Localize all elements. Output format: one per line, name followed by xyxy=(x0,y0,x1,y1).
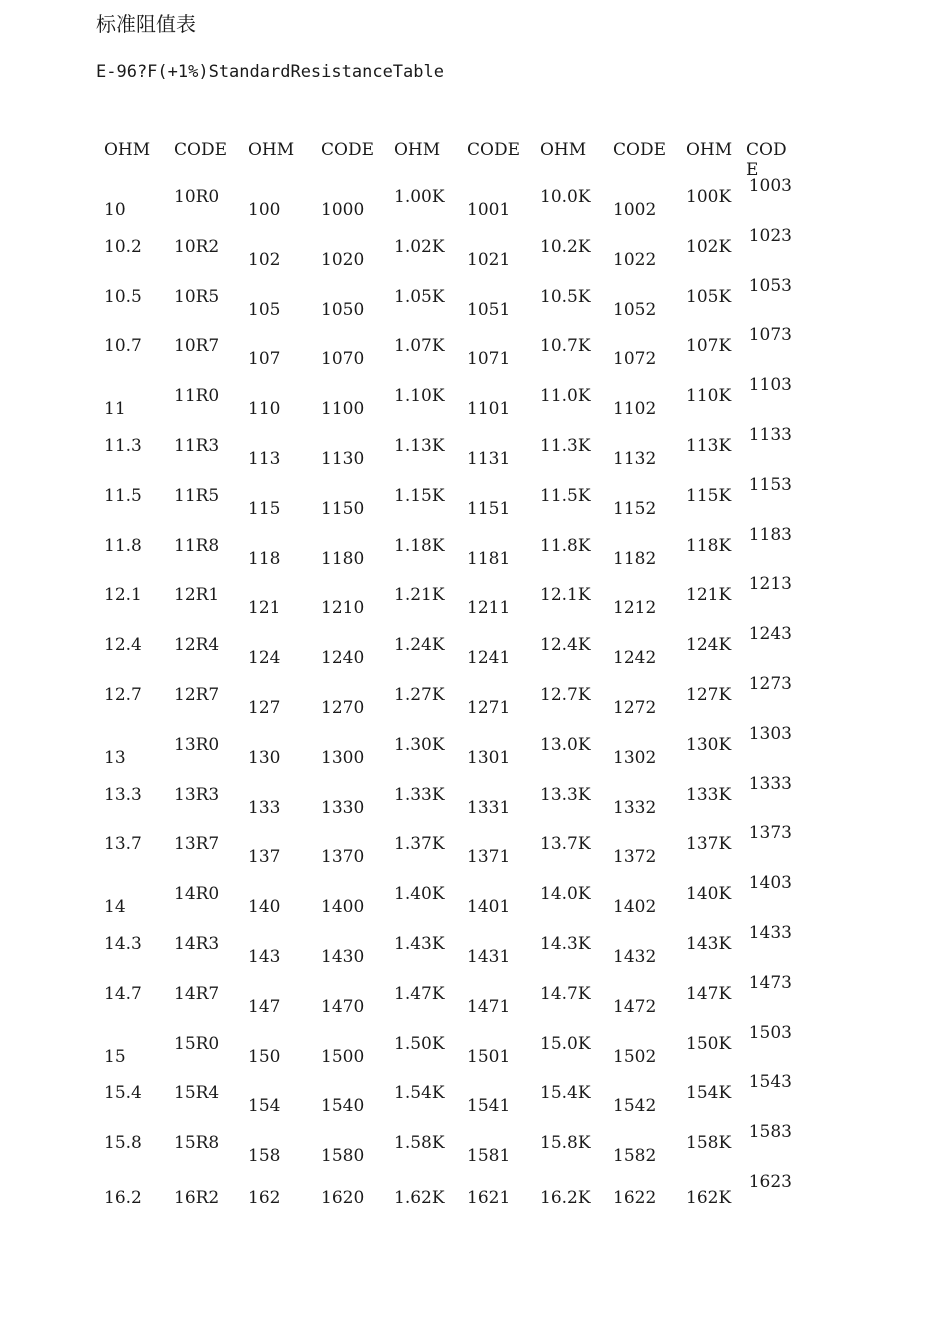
cell-ohm: 105K xyxy=(686,286,732,307)
cell-code: 1103 xyxy=(748,375,792,396)
cell-code: 1240 xyxy=(321,648,365,669)
cell-code: 1052 xyxy=(613,299,657,320)
cell-ohm: 110 xyxy=(248,399,281,420)
cell-code: 12R1 xyxy=(174,585,220,606)
cell-code: 1131 xyxy=(467,449,511,469)
cell-code: 11R3 xyxy=(174,436,220,456)
cell-ohm: 140 xyxy=(248,897,281,918)
column-header-code: CODE xyxy=(467,140,520,160)
cell-code: 1213 xyxy=(748,574,792,595)
cell-ohm: 100 xyxy=(248,200,281,220)
cell-code: 1000 xyxy=(321,200,365,220)
cell-code: 1303 xyxy=(748,723,792,744)
cell-code: 1130 xyxy=(321,449,365,469)
cell-code: 1372 xyxy=(613,847,657,868)
cell-code: 1003 xyxy=(748,176,792,196)
cell-ohm: 12.4 xyxy=(104,635,142,656)
cell-ohm: 1.43K xyxy=(394,934,445,954)
cell-ohm: 12.7 xyxy=(104,685,142,705)
page-title: 标准阻值表 xyxy=(96,12,196,36)
table-subtitle: E-96?F(+1%)StandardResistanceTable xyxy=(96,62,444,82)
cell-code: 10R5 xyxy=(174,286,220,307)
cell-ohm: 105 xyxy=(248,299,281,320)
cell-ohm: 1.07K xyxy=(394,336,445,357)
cell-ohm: 100K xyxy=(686,187,732,207)
cell-ohm: 11.5K xyxy=(540,485,591,506)
cell-ohm: 1.15K xyxy=(394,485,445,506)
cell-code: 1471 xyxy=(467,996,511,1017)
cell-code: 1331 xyxy=(467,797,511,818)
cell-ohm: 1.33K xyxy=(394,784,445,805)
cell-ohm: 1.21K xyxy=(394,585,445,606)
cell-code: 1272 xyxy=(613,698,657,718)
cell-code: 1431 xyxy=(467,947,511,967)
cell-ohm: 102 xyxy=(248,249,281,270)
cell-ohm: 12.1K xyxy=(540,585,591,606)
cell-ohm: 14.7K xyxy=(540,983,591,1004)
cell-ohm: 147 xyxy=(248,996,281,1017)
cell-ohm: 15.4 xyxy=(104,1083,142,1104)
cell-code: 1212 xyxy=(613,598,657,619)
column-header-code: CODE xyxy=(746,140,787,180)
cell-ohm: 13.7 xyxy=(104,834,142,855)
cell-ohm: 11.3 xyxy=(104,436,142,456)
cell-ohm: 1.50K xyxy=(394,1033,445,1054)
cell-code: 1470 xyxy=(321,996,365,1017)
cell-code: 1051 xyxy=(467,299,511,320)
cell-code: 1333 xyxy=(748,773,792,794)
cell-ohm: 121K xyxy=(686,585,732,606)
cell-code: 1102 xyxy=(613,399,657,420)
cell-ohm: 11.3K xyxy=(540,436,591,456)
cell-ohm: 14 xyxy=(104,897,126,918)
cell-ohm: 143K xyxy=(686,934,732,954)
cell-ohm: 113K xyxy=(686,436,732,456)
cell-ohm: 127K xyxy=(686,685,732,705)
cell-ohm: 12.4K xyxy=(540,635,591,656)
cell-ohm: 113 xyxy=(248,449,281,469)
cell-code: 10R2 xyxy=(174,236,220,257)
cell-code: 14R7 xyxy=(174,983,220,1004)
cell-code: 12R4 xyxy=(174,635,220,656)
cell-ohm: 124 xyxy=(248,648,281,669)
cell-code: 1180 xyxy=(321,548,365,569)
cell-code: 1243 xyxy=(748,624,792,645)
cell-code: 1622 xyxy=(613,1188,657,1208)
cell-code: 1182 xyxy=(613,548,657,569)
cell-ohm: 143 xyxy=(248,947,281,967)
cell-ohm: 158K xyxy=(686,1133,732,1154)
cell-ohm: 10.7 xyxy=(104,336,142,357)
cell-ohm: 10.2K xyxy=(540,236,591,257)
cell-ohm: 13.7K xyxy=(540,834,591,855)
cell-ohm: 1.62K xyxy=(394,1188,445,1208)
cell-ohm: 1.00K xyxy=(394,187,445,207)
cell-code: 12R7 xyxy=(174,685,220,705)
cell-ohm: 124K xyxy=(686,635,732,656)
cell-ohm: 130K xyxy=(686,734,732,755)
cell-ohm: 1.37K xyxy=(394,834,445,855)
column-header-ohm: OHM xyxy=(686,140,733,160)
cell-ohm: 15.4K xyxy=(540,1083,591,1104)
cell-ohm: 14.3K xyxy=(540,934,591,954)
cell-code: 1150 xyxy=(321,498,365,519)
cell-ohm: 140K xyxy=(686,884,732,905)
cell-ohm: 12.7K xyxy=(540,685,591,705)
cell-ohm: 12.1 xyxy=(104,585,142,606)
cell-code: 1332 xyxy=(613,797,657,818)
cell-ohm: 1.54K xyxy=(394,1083,445,1104)
cell-ohm: 1.47K xyxy=(394,983,445,1004)
cell-ohm: 10.2 xyxy=(104,236,142,257)
cell-code: 16R2 xyxy=(174,1188,220,1208)
cell-ohm: 150 xyxy=(248,1046,281,1067)
cell-code: 1073 xyxy=(748,325,792,346)
cell-code: 1271 xyxy=(467,698,511,718)
cell-code: 1210 xyxy=(321,598,365,619)
cell-code: 1473 xyxy=(748,972,792,993)
cell-code: 1273 xyxy=(748,674,792,694)
cell-code: 1132 xyxy=(613,449,657,469)
column-header-ohm: OHM xyxy=(394,140,441,160)
cell-ohm: 154K xyxy=(686,1083,732,1104)
column-header-code: CODE xyxy=(613,140,666,160)
cell-ohm: 130 xyxy=(248,747,281,768)
cell-ohm: 107K xyxy=(686,336,732,357)
cell-code: 1100 xyxy=(321,399,365,420)
cell-code: 15R4 xyxy=(174,1083,220,1104)
cell-ohm: 13 xyxy=(104,747,126,768)
cell-code: 15R0 xyxy=(174,1033,220,1054)
cell-ohm: 15.8 xyxy=(104,1133,142,1154)
cell-code: 1183 xyxy=(748,524,792,545)
cell-ohm: 1.05K xyxy=(394,286,445,307)
cell-code: 1503 xyxy=(748,1022,792,1043)
column-header-ohm: OHM xyxy=(104,140,151,160)
cell-code: 1403 xyxy=(748,873,792,894)
cell-code: 1400 xyxy=(321,897,365,918)
column-header-ohm: OHM xyxy=(540,140,587,160)
cell-ohm: 1.02K xyxy=(394,236,445,257)
cell-code: 1002 xyxy=(613,200,657,220)
cell-code: 1472 xyxy=(613,996,657,1017)
cell-ohm: 10 xyxy=(104,200,126,220)
cell-code: 1430 xyxy=(321,947,365,967)
cell-code: 1050 xyxy=(321,299,365,320)
cell-ohm: 154 xyxy=(248,1096,281,1117)
cell-ohm: 15.0K xyxy=(540,1033,591,1054)
cell-code: 1022 xyxy=(613,249,657,270)
cell-ohm: 1.10K xyxy=(394,386,445,407)
cell-code: 1151 xyxy=(467,498,511,519)
column-header-code: CODE xyxy=(174,140,227,160)
cell-code: 1021 xyxy=(467,249,511,270)
cell-ohm: 13.3K xyxy=(540,784,591,805)
cell-ohm: 162K xyxy=(686,1188,732,1208)
cell-code: 1581 xyxy=(467,1146,511,1167)
cell-code: 10R0 xyxy=(174,187,220,207)
cell-ohm: 137K xyxy=(686,834,732,855)
cell-ohm: 115 xyxy=(248,498,281,519)
cell-ohm: 162 xyxy=(248,1188,281,1208)
cell-code: 1072 xyxy=(613,349,657,370)
cell-code: 1181 xyxy=(467,548,511,569)
cell-code: 13R0 xyxy=(174,734,220,755)
cell-ohm: 1.24K xyxy=(394,635,445,656)
cell-code: 1301 xyxy=(467,747,511,768)
cell-ohm: 11.8K xyxy=(540,535,591,556)
cell-code: 1241 xyxy=(467,648,511,669)
cell-ohm: 1.40K xyxy=(394,884,445,905)
cell-ohm: 11.8 xyxy=(104,535,142,556)
cell-code: 1402 xyxy=(613,897,657,918)
column-header-ohm: OHM xyxy=(248,140,295,160)
cell-ohm: 1.13K xyxy=(394,436,445,456)
cell-ohm: 118 xyxy=(248,548,281,569)
cell-ohm: 137 xyxy=(248,847,281,868)
cell-code: 1071 xyxy=(467,349,511,370)
cell-code: 1152 xyxy=(613,498,657,519)
cell-ohm: 10.5 xyxy=(104,286,142,307)
cell-code: 1542 xyxy=(613,1096,657,1117)
cell-ohm: 16.2K xyxy=(540,1188,591,1208)
cell-code: 1242 xyxy=(613,648,657,669)
cell-code: 15R8 xyxy=(174,1133,220,1154)
cell-ohm: 1.30K xyxy=(394,734,445,755)
cell-code: 1370 xyxy=(321,847,365,868)
cell-code: 1302 xyxy=(613,747,657,768)
cell-code: 1070 xyxy=(321,349,365,370)
cell-ohm: 16.2 xyxy=(104,1188,142,1208)
cell-code: 1401 xyxy=(467,897,511,918)
cell-code: 1540 xyxy=(321,1096,365,1117)
cell-code: 1023 xyxy=(748,225,792,246)
cell-ohm: 11 xyxy=(104,399,126,420)
cell-code: 1623 xyxy=(748,1172,792,1192)
cell-ohm: 147K xyxy=(686,983,732,1004)
cell-ohm: 10.0K xyxy=(540,187,591,207)
cell-code: 1500 xyxy=(321,1046,365,1067)
cell-ohm: 118K xyxy=(686,535,732,556)
cell-code: 14R0 xyxy=(174,884,220,905)
cell-code: 13R3 xyxy=(174,784,220,805)
cell-code: 11R0 xyxy=(174,386,220,407)
cell-ohm: 133K xyxy=(686,784,732,805)
cell-code: 1433 xyxy=(748,923,792,943)
cell-ohm: 1.58K xyxy=(394,1133,445,1154)
cell-code: 1133 xyxy=(748,425,792,445)
cell-code: 1373 xyxy=(748,823,792,844)
cell-code: 11R8 xyxy=(174,535,220,556)
cell-ohm: 11.0K xyxy=(540,386,591,407)
cell-ohm: 11.5 xyxy=(104,485,142,506)
cell-ohm: 127 xyxy=(248,698,281,718)
cell-ohm: 102K xyxy=(686,236,732,257)
cell-ohm: 1.18K xyxy=(394,535,445,556)
cell-code: 1541 xyxy=(467,1096,511,1117)
cell-ohm: 15 xyxy=(104,1046,126,1067)
cell-ohm: 158 xyxy=(248,1146,281,1167)
cell-code: 11R5 xyxy=(174,485,220,506)
cell-code: 1620 xyxy=(321,1188,365,1208)
cell-ohm: 150K xyxy=(686,1033,732,1054)
cell-ohm: 13.0K xyxy=(540,734,591,755)
cell-code: 1432 xyxy=(613,947,657,967)
cell-code: 1053 xyxy=(748,275,792,296)
cell-code: 1621 xyxy=(467,1188,511,1208)
cell-code: 1582 xyxy=(613,1146,657,1167)
cell-code: 1001 xyxy=(467,200,511,220)
cell-code: 1020 xyxy=(321,249,365,270)
cell-code: 1580 xyxy=(321,1146,365,1167)
cell-ohm: 115K xyxy=(686,485,732,506)
cell-code: 10R7 xyxy=(174,336,220,357)
cell-ohm: 10.7K xyxy=(540,336,591,357)
cell-ohm: 14.3 xyxy=(104,934,142,954)
cell-ohm: 121 xyxy=(248,598,281,619)
cell-ohm: 110K xyxy=(686,386,732,407)
column-header-code: CODE xyxy=(321,140,374,160)
cell-ohm: 133 xyxy=(248,797,281,818)
cell-code: 1501 xyxy=(467,1046,511,1067)
cell-code: 1300 xyxy=(321,747,365,768)
cell-code: 1371 xyxy=(467,847,511,868)
cell-code: 1330 xyxy=(321,797,365,818)
cell-code: 1153 xyxy=(748,474,792,495)
cell-ohm: 1.27K xyxy=(394,685,445,705)
cell-code: 1211 xyxy=(467,598,511,619)
cell-ohm: 14.0K xyxy=(540,884,591,905)
cell-ohm: 13.3 xyxy=(104,784,142,805)
cell-code: 13R7 xyxy=(174,834,220,855)
cell-ohm: 15.8K xyxy=(540,1133,591,1154)
cell-ohm: 14.7 xyxy=(104,983,142,1004)
cell-code: 1543 xyxy=(748,1072,792,1093)
cell-code: 1101 xyxy=(467,399,511,420)
resistance-table xyxy=(96,138,816,1208)
cell-ohm: 10.5K xyxy=(540,286,591,307)
cell-code: 14R3 xyxy=(174,934,220,954)
cell-code: 1583 xyxy=(748,1122,792,1143)
cell-code: 1502 xyxy=(613,1046,657,1067)
cell-ohm: 107 xyxy=(248,349,281,370)
cell-code: 1270 xyxy=(321,698,365,718)
